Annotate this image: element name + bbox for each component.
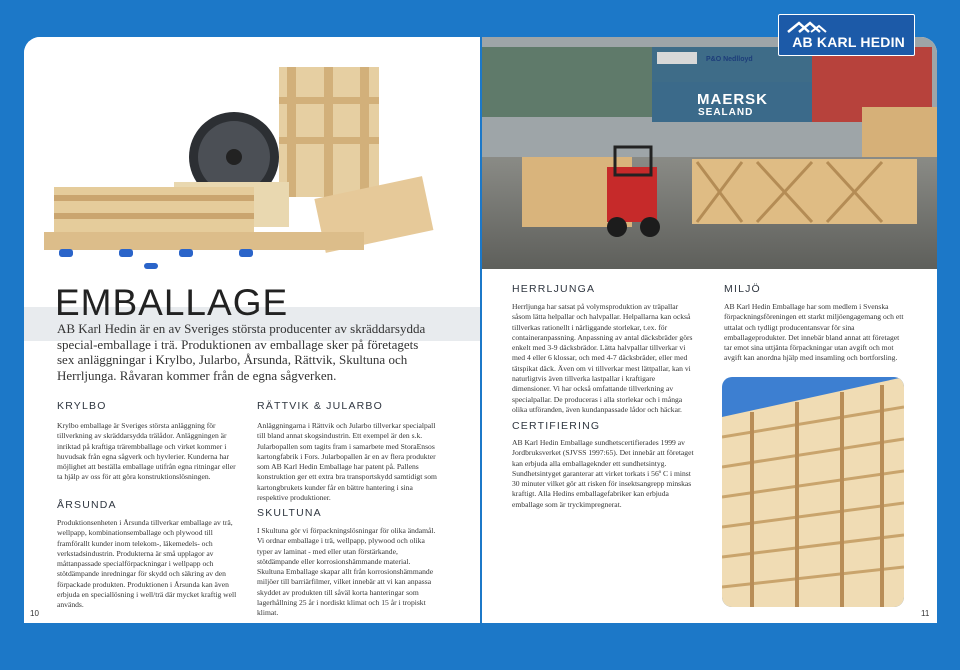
- logo-text: AB KARL HEDIN: [792, 34, 905, 50]
- page-title: EMBALLAGE: [55, 282, 289, 323]
- right-page: [482, 37, 937, 623]
- heading-certifiering: CERTIFIERING: [512, 420, 601, 432]
- text-miljo: AB Karl Hedin Emballage har som medlem i Svenska förpackningsföreningen ett starkt miljöengagemang och ett uttalat och tydligt producentansvar för sina emballageprodukter. Det innebär bland annat att företaget tar emot sina uttjänta förpackningar utan avgift och mot avgift kan anordna hjälp med insamling och bortforsling.: [724, 302, 904, 363]
- stacked-pallets-photo: [722, 377, 904, 607]
- left-page: [24, 37, 480, 623]
- heading-herrljunga: HERRLJUNGA: [512, 283, 596, 295]
- text-herrljunga: Herrljunga har satsat på volymsproduktion av träpallar såsom lätta helpallar och halvpallar. Helpallarna kan också tillverkas rationellt i närliggande storlekar, t.ex. för containeranpassning. Anpassning av antal däcksbräder görs enkelt med 3-9 däcksbrädor. Lätta halvpallar tillverkar vi med 4 eller 6 klossar, och med 4-7 däcksbräder, eller med tätspikat däck. Även om vi tillverkar mest lättpallar, kan vi naturligtvis även tillverka lastpallar i kraftigare dimensioner. Vi har också omfattande tillverkning av specialpallar. De produceras i alla storlekar och i många olika utföranden, även kundanpassade lådor och häckar.: [512, 302, 693, 414]
- text-skultuna: I Skultuna gör vi förpackningslösningar för olika ändamål. Vi ordnar emballage i trä, wellpapp, plywood och olika typer av laminat - med eller utan förstärkande, stötdämpande eller korrosionshämmande material. Skultuna Emballage skapar allt från korrosionshämmande miljöer till barriärfilmer, vilket innebär att vi kan anpassa skyddet av produkten till såväl korta hanteringar som lagerhållning 25 år i nordiskt klimat och 15 år i tropiskt klimat.: [257, 526, 436, 618]
- container-label-sealand: SEALAND: [698, 107, 754, 118]
- text-rattvik-jularbo: Anläggningarna i Rättvik och Jularbo tillverkar specialpall till bland annat skogsindustrin. Ett exempel är den s.k. Jularbopallen som tagits fram i samarbete med StoraEnsos kartongfabrik i Fors. Jularbopallen är en av flera produkter som AB Karl Hedin Emballage har patent på. Pallens konstruktion ger ett extra bra transportskydd samtidigt som kartongbrukets kunder får en bättre hantering i sina respektive produktioner.: [257, 421, 437, 503]
- heading-krylbo: KRYLBO: [57, 400, 107, 412]
- company-logo: [778, 14, 915, 56]
- pallets-photo: [24, 37, 480, 269]
- page-number-right: 11: [921, 609, 930, 618]
- heading-skultuna: SKULTUNA: [257, 507, 322, 519]
- heading-arsunda: ÅRSUNDA: [57, 499, 117, 511]
- container-label-maersk: MAERSK: [697, 91, 769, 108]
- forklift-yard-photo: [482, 37, 937, 269]
- lead-paragraph: AB Karl Hedin är en av Sveriges största producenter av skräddarsydda special-emballage i trä. Produktionen av emballage sker på företagets sex anläggningar i Krylbo, Jularbo, Årsunda, Rättvik, Skultuna och Herrljunga. Råvaran kommer från de egna sågverken.: [57, 321, 426, 383]
- container-label-pno: P&O Nedlloyd: [706, 56, 753, 63]
- text-arsunda: Produktionsenheten i Årsunda tillverkar emballage av trä, wellpapp, kombinationsemballage och plywood till framförallt kunder inom telekom-, läkemedels- och verkstadsindustrin. Produkterna är små upplagor av måttanpassade specialförpackningar i wellpapp och stötdämpande inredningar för skydd och säkring av den förpackade produkten. Produktionen i Årsunda kan även erbjuda en speciallösning i well/trä där mycket kraftig well används.: [57, 518, 237, 610]
- text-certifiering: AB Karl Hedin Emballage sundhetscertifierades 1999 av Jordbruksverket (SJVSS 1997:65). Det innebär att företaget kan erbjuda alla emballageknder ett sundhetsintyg. Sundhetsintyget garanterar att virket torkats i 56º C i minst 30 minuter vilket gör att risken för insektsangrepp minskas kraftigt. Alla Hedins emballagefabriker kan erbjuda emballage som är tryckimpregnerat.: [512, 438, 694, 509]
- heading-miljo: MILJÖ: [724, 283, 761, 295]
- page-number-left: 10: [30, 609, 39, 618]
- text-krylbo: Krylbo emballage är Sveriges största anläggning för tillverkning av skräddarsydda trälådor. Anläggningen är inriktad på kraftiga trärembballage och virket kommer i huvudsak från egna sågverk och hyvlerier. Kunderna har möjlighet att beställa emballage utifrån egna ritningar eller ta hjälp av oss för att göra konstruktionslösningen.: [57, 421, 236, 482]
- heading-rattvik-jularbo: RÄTTVIK & JULARBO: [257, 400, 384, 412]
